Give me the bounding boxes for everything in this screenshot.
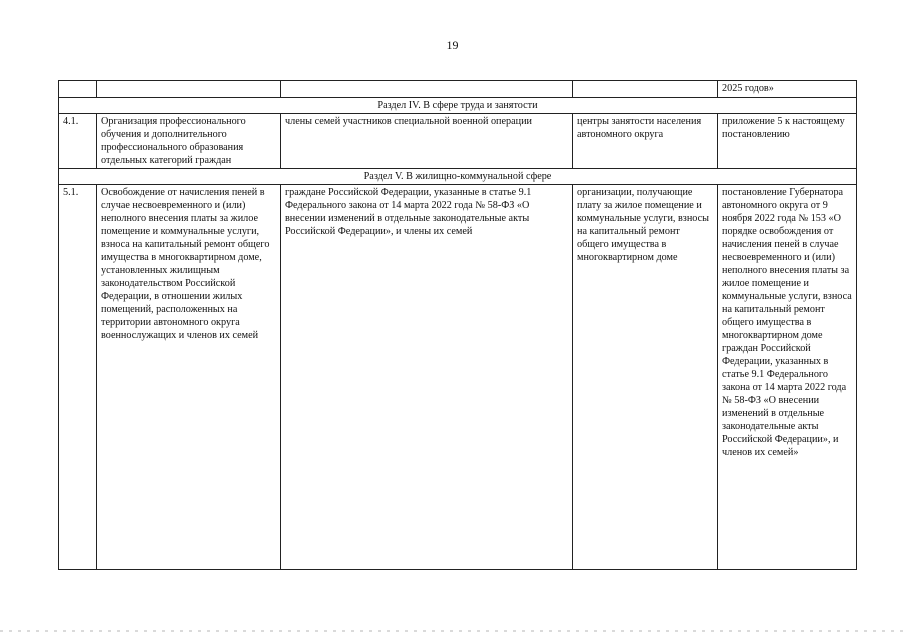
cell-empty bbox=[573, 81, 718, 98]
recipients-cell: члены семей участников специальной военной операции bbox=[281, 114, 573, 169]
row-number: 5.1. bbox=[59, 185, 97, 570]
section-header-row bbox=[59, 98, 857, 114]
table-row-continuation bbox=[59, 81, 857, 98]
scan-artifact-line bbox=[0, 630, 905, 632]
basis-cell: постановление Губернатора автономного округа от 9 ноября 2022 года № 153 «О порядке освобождения от начисления пеней в случае несвоевременного и (или) неполного внесения платы за жилое помещение и коммунальные услуги, взноса на капитальный ремонт общего имущества в многоквартирном доме граждан Российской Федерации, указанных в статье 9.1 Федерального закона от 14 марта 2022 года № 58-ФЗ «О внесении изменений в отдельные законодательные акты Российской Федерации», и членов их семей» bbox=[718, 185, 857, 570]
table-row bbox=[59, 185, 857, 570]
section-title: Раздел IV. В сфере труда и занятости bbox=[59, 98, 857, 114]
cell-approval-continuation: 2025 годов» bbox=[718, 81, 857, 98]
measure-cell: Организация профессионального обучения и дополнительного профессионального образования отдельных категорий граждан bbox=[97, 114, 281, 169]
recipients-cell: граждане Российской Федерации, указанные в статье 9.1 Федерального закона от 14 марта 2022 года № 58-ФЗ «О внесении изменений в отдельные законодательные акты Российской Федерации», и члены их семей bbox=[281, 185, 573, 570]
executor-cell: организации, получающие плату за жилое помещение и коммунальные услуги, взносы на капитальный ремонт общего имущества в многоквартирном доме bbox=[573, 185, 718, 570]
basis-cell: приложение 5 к настоящему постановлению bbox=[718, 114, 857, 169]
executor-cell: центры занятости населения автономного округа bbox=[573, 114, 718, 169]
measure-cell: Освобождение от начисления пеней в случае несвоевременного и (или) неполного внесения платы за жилое помещение и коммунальные услуги, взноса на капитальный ремонт общего имущества в многоквартирном доме, установленных жилищным законодательством Российской Федерации, в отношении жилых помещений, расположенных на территории автономного округа военнослужащих и членов их семей bbox=[97, 185, 281, 570]
page-number: 19 bbox=[446, 38, 459, 52]
section-header-row bbox=[59, 169, 857, 185]
section-title: Раздел V. В жилищно-коммунальной сфере bbox=[59, 169, 857, 185]
measures-table bbox=[58, 80, 857, 570]
row-number: 4.1. bbox=[59, 114, 97, 169]
cell-empty bbox=[281, 81, 573, 98]
cell-empty bbox=[97, 81, 281, 98]
cell-empty bbox=[59, 81, 97, 98]
table-row bbox=[59, 114, 857, 169]
